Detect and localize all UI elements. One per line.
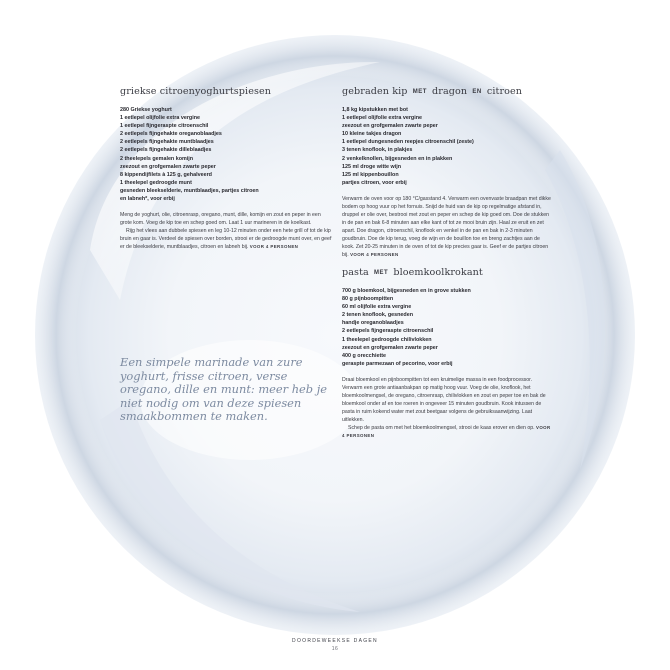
ingredient: 2 eetlepels fijngehakte oreganoblaadjes	[120, 131, 222, 138]
ingredient: 1 eetlepel olijfolie extra vergine	[120, 115, 200, 122]
ingredient: 1 eetlepel olijfolie extra vergine	[342, 115, 422, 122]
ingredient: 1 theelepel gedroogde munt	[120, 179, 192, 186]
method-text: Schep de pasta om met het bloemkoolmengsel, strooi de kaas erover en dien op.	[348, 424, 535, 431]
souvlaki-recipe	[120, 86, 332, 251]
title-text: gebraden kip	[342, 86, 408, 97]
recipe-title	[342, 86, 552, 97]
ingredient: 400 g orecchiette	[342, 352, 387, 359]
title-text: bloemkoolkrokant	[393, 266, 483, 278]
recipe-title	[342, 267, 552, 278]
ingredient: geraspte parmezaan of pecorino, voor erbij	[342, 360, 453, 367]
ingredient: 2 theelepels gemalen komijn	[120, 155, 194, 162]
ingredient-list	[342, 287, 552, 368]
pull-quote: Een simpele marinade van zure yoghurt, frisse citroen, verse oregano, dille en munt: meer heb je niet nodig om van deze spiesen smaakbommen te maken.	[120, 355, 327, 424]
page-footer	[0, 638, 670, 652]
ingredient: 2 eetlepels fijngehakte muntblaadjes	[120, 139, 214, 146]
ingredient: 125 ml kippenbouillon	[342, 171, 399, 178]
ingredient: 1 eetlepel dungesneden reepjes citroenschil (zeste)	[342, 139, 474, 146]
ingredient: zeezout en grofgemalen zwarte peper	[342, 344, 438, 351]
ingredient: 700 g bloemkool, bijgesneden en in grove stukken	[342, 287, 471, 294]
ingredient: 1 theelepel gedroogde chilivlokken	[342, 336, 432, 343]
ingredient: 125 ml droge witte wijn	[342, 163, 402, 170]
method-paragraph	[342, 195, 552, 259]
ingredient: 80 g pijnboompitten	[342, 296, 394, 303]
serves-label: VOOR 4 PERSONEN	[342, 424, 551, 438]
method-paragraph: Draai bloemkool en pijnboompitten tot een kruimelige massa in een foodprocessor. Verwarm een grote antiaanbakpan op matig hoog vuur. Voeg de olie, knoflook, het bloemkoolmengsel, de oregano, citroenrasp, chilivlokken en zout en peper toe en bak de bloemkool onder af en toe roeren in ongeveer 15 minuten goudbruin. Kook intussen de pasta in ruim kokend water met zout beetgaar volgens de gebruiksaanwijzing. Laat uitlekken.	[342, 376, 546, 423]
title-text: pasta	[342, 266, 369, 278]
method-text: Rijg het vlees aan dubbele spiesen en leg 10-12 minuten onder een hete grill of tot de kip bruin en gaar is. Verdeel de spiesen over borden, strooi er de gedroogde munt over, en geef er de bleekselderie, muntblaadjes, citroen en labneh bij.	[120, 228, 332, 251]
ingredient: 8 kippendijfilets à 125 g, gehalveerd	[120, 171, 212, 178]
section-name: DOORDEWEEKSE DAGEN	[292, 638, 378, 644]
method-paragraph	[342, 424, 552, 440]
ingredient: en labneh*, voor erbij	[120, 196, 175, 203]
ingredient: gesneden bleekselderie, muntblaadjes, partjes citroen	[120, 187, 259, 194]
title-connector: EN	[472, 89, 482, 95]
ingredient: zeezout en grofgemalen zwarte peper	[120, 163, 216, 170]
serves-label: VOOR 4 PERSONEN	[249, 244, 299, 250]
ingredient: 2 eetlepels fijngehakte dilleblaadjes	[120, 147, 212, 154]
ingredient: 2 venkelknollen, bijgesneden en in plakken	[342, 155, 453, 162]
method-paragraph	[120, 227, 332, 251]
title-connector: MET	[412, 89, 427, 95]
title-text: citroen	[486, 86, 523, 97]
serves-label: VOOR 4 PERSONEN	[350, 251, 399, 257]
ingredient-list	[342, 106, 552, 187]
ingredient: handje oreganoblaadjes	[342, 320, 404, 327]
ingredient: 280 Griekse yoghurt	[120, 107, 172, 113]
ingredient: 2 tenen knoflook, gesneden	[342, 312, 413, 319]
ingredient: zeezout en grofgemalen zwarte peper	[342, 123, 438, 130]
page-number: 16	[331, 646, 339, 652]
title-text: dragon	[432, 86, 468, 97]
ingredient: 10 kleine takjes dragon	[342, 131, 402, 138]
method-paragraph: Meng de yoghurt, olie, citroenrasp, oregano, munt, dille, komijn en zout en peper in een grote kom. Voeg de kip toe en schep goed om. Laat 1 uur marineren in de koelkast.	[120, 212, 321, 227]
recipe-title: griekse citroenyoghurtspiesen	[120, 86, 272, 97]
ingredient-list	[120, 106, 332, 203]
ingredient: partjes citroen, voor erbij	[342, 179, 407, 186]
ingredient: 1 eetlepel fijngeraspte citroenschil	[120, 123, 209, 130]
ingredient: 1,8 kg kipstukken met bot	[342, 107, 408, 113]
title-connector: MET	[374, 269, 389, 276]
ingredient: 2 eetlepels fijngeraspte citroenschil	[342, 328, 434, 335]
ingredient: 3 tenen knoflook, in plakjes	[342, 147, 413, 154]
ingredient: 60 ml olijfolie extra vergine	[342, 304, 412, 311]
method-text: Verwarm de oven voor op 180 °C/gasstand 4. Verwarm een ovenvaste braadpan met dikke bodem op hoog vuur op het fornuis. Snijd de huid van de kip op regelmatige afstand in, druppel er olie over, bestrooi met zout en peper en schep de kip goed om. Doe de stukken in de pan en bak 6-8 minuten aan elke kant of tot ze mooi bruin zijn. Haal ze eruit en zet apart. Doe dragon, citroenschil, knoflook en venkel in de pan en bak in 2-3 minuten goudbruin. Doe de kip terug, voeg de wijn en de bouillon toe en breng zachtjes aan de kook. Zet 20-25 minuten in de oven of tot de kip precies gaar is. Geef er de partjes citroen bij.	[342, 195, 551, 258]
chicken-and-pasta-recipes	[342, 86, 552, 440]
